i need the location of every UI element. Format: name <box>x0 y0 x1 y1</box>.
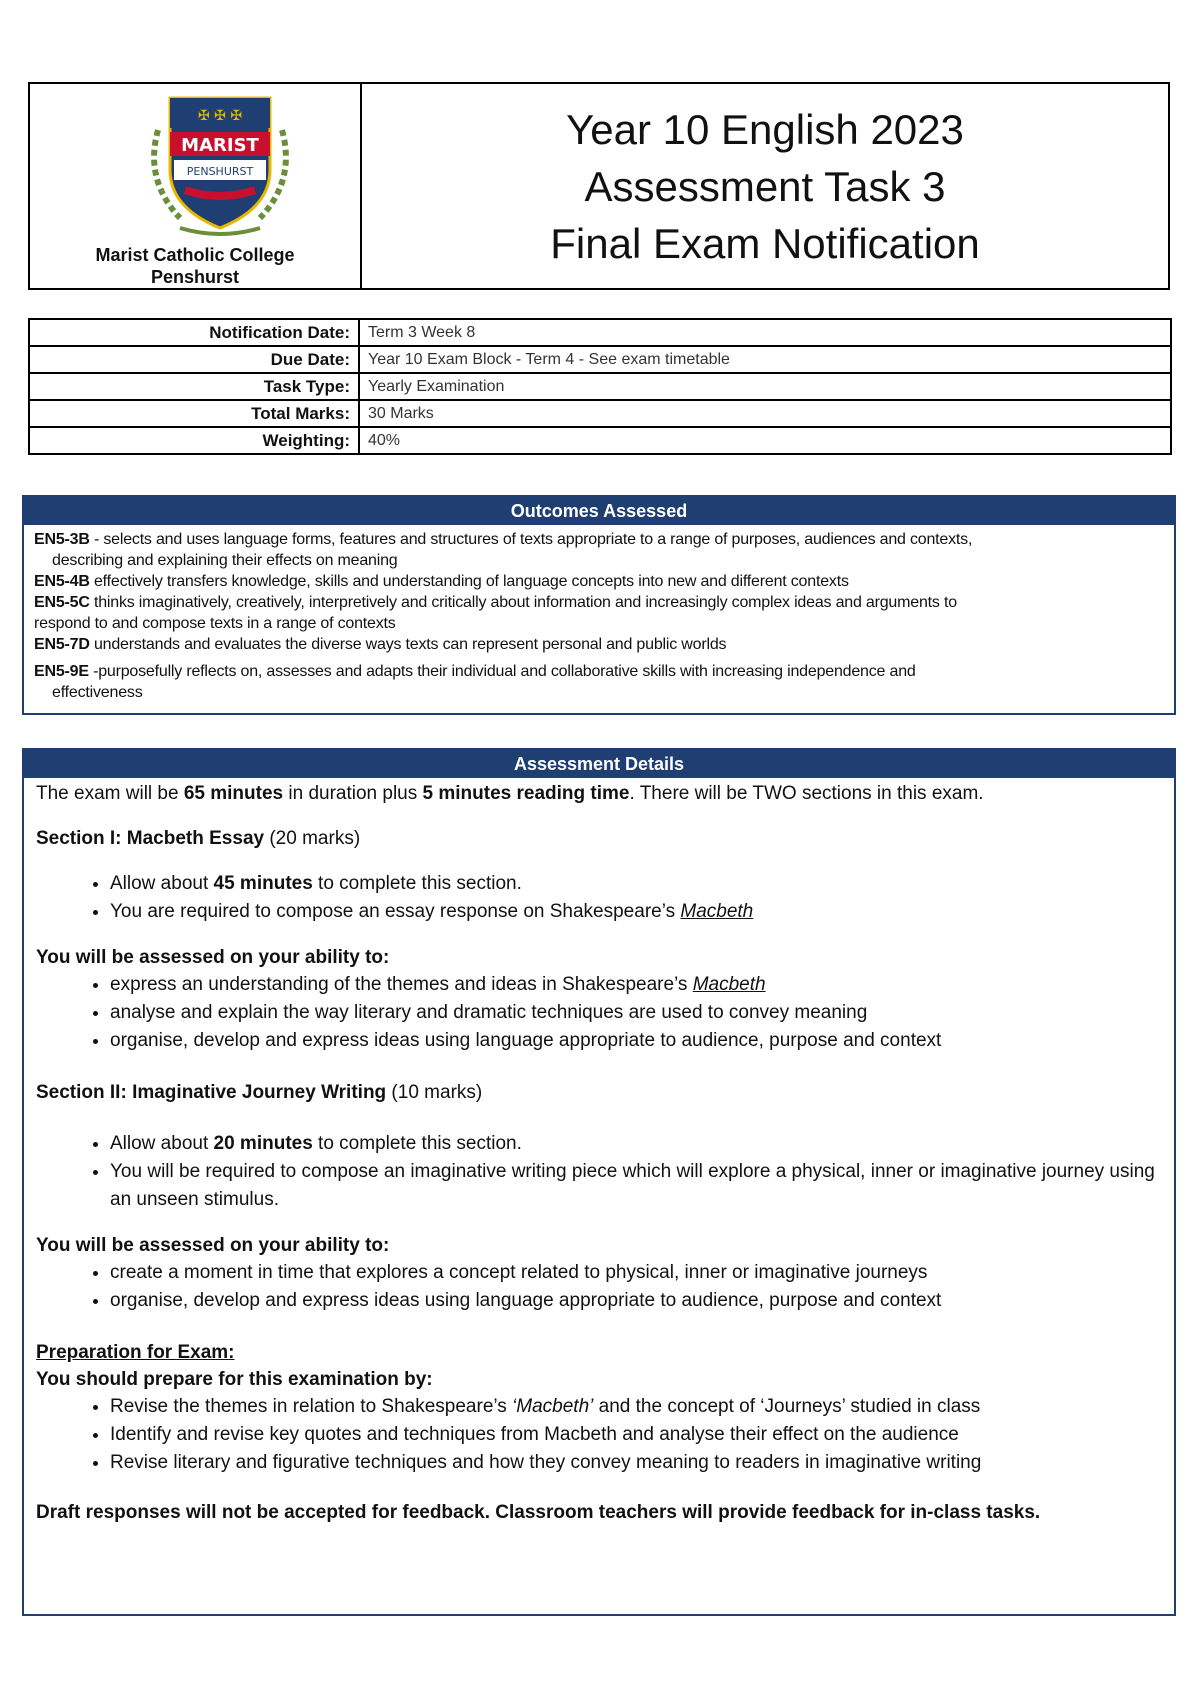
outcome-text: effectively transfers knowledge, skills and understanding of language concepts into new and different contexts <box>89 573 849 590</box>
outcome-text: -purposefully reflects on, assesses and adapts their individual and collaborative skills with increasing independence and <box>88 663 916 680</box>
assessed-heading-2: You will be assessed on your ability to: <box>36 1235 390 1256</box>
list-item: • Identify and revise key quotes and techniques from Macbeth and analyse their effect on the audience <box>110 1421 1162 1449</box>
outcome-code: EN5-4B <box>34 573 90 590</box>
school-cell <box>30 84 362 288</box>
list-item: • You are required to compose an essay response on Shakespeare’s Macbeth <box>110 898 1162 926</box>
section-1-assessed-list <box>36 971 1162 1055</box>
title-line-3: Final Exam Notification <box>550 219 980 267</box>
crest-text: MARIST <box>181 135 259 156</box>
outcome-text: thinks imaginatively, creatively, interpretively and critically about information and increasingly complex ideas and arguments to <box>89 594 957 611</box>
list-item: • Allow about 20 minutes to complete this section. <box>110 1130 1162 1158</box>
info-value: 40% <box>359 427 1171 454</box>
outcome-text: - selects and uses language forms, features and structures of texts appropriate to a range of purposes, audiences and contexts, <box>89 531 973 548</box>
outcome-item <box>24 571 1174 592</box>
outcome-text-cont: describing and explaining their effects on meaning <box>52 552 398 569</box>
assessment-details-box <box>22 748 1176 1616</box>
title-line-2: Assessment Task 3 <box>584 162 946 210</box>
section-2-assessed-list <box>36 1259 1162 1315</box>
list-item: • You will be required to compose an imaginative writing piece which will explore a physical, inner or imaginative journey using an unseen stimulus. <box>110 1158 1162 1214</box>
outcome-item <box>24 529 1174 571</box>
info-value: Yearly Examination <box>359 373 1171 400</box>
school-name-line2: Penshurst <box>150 267 240 287</box>
list-item: • create a moment in time that explores a concept related to physical, inner or imaginative journeys <box>110 1259 1162 1287</box>
title-cell <box>362 84 1168 288</box>
section-2-heading: Section II: Imaginative Journey Writing (10 marks) <box>36 1082 483 1103</box>
outcome-item <box>24 661 1174 703</box>
task-info-table <box>28 318 1172 455</box>
section-1-list <box>36 870 1162 926</box>
outcome-item <box>24 634 1174 655</box>
list-item: • organise, develop and express ideas using language appropriate to audience, purpose and context <box>110 1287 1162 1315</box>
info-label: Notification Date: <box>29 319 359 346</box>
assessed-heading-1: You will be assessed on your ability to: <box>36 947 390 968</box>
school-name-line1: Marist Catholic College <box>95 245 295 265</box>
section-2-list <box>36 1130 1162 1214</box>
info-label: Task Type: <box>29 373 359 400</box>
outcome-code: EN5-5C <box>34 594 90 611</box>
info-value: Year 10 Exam Block - Term 4 - See exam timetable <box>359 346 1171 373</box>
list-item: • Revise literary and figurative techniques and how they convey meaning to readers in imaginative writing <box>110 1449 1162 1477</box>
info-label: Weighting: <box>29 427 359 454</box>
outcome-text: understands and evaluates the diverse ways texts can represent personal and public worlds <box>89 636 727 653</box>
table-row <box>29 319 1171 346</box>
outcome-code: EN5-9E <box>34 663 89 680</box>
details-body <box>24 780 1174 1526</box>
details-heading: Assessment Details <box>24 750 1174 778</box>
table-row <box>29 400 1171 427</box>
prep-heading: Preparation for Exam: <box>36 1342 235 1363</box>
list-item: • express an understanding of the themes and ideas in Shakespeare’s Macbeth <box>110 971 1162 999</box>
outcome-text-cont: respond to and compose texts in a range of contexts <box>34 615 396 632</box>
table-row <box>29 427 1171 454</box>
info-label: Total Marks: <box>29 400 359 427</box>
school-crest-logo <box>140 90 300 240</box>
list-item: • Revise the themes in relation to Shakespeare’s ‘Macbeth’ and the concept of ‘Journeys’ studied in class <box>110 1393 1162 1421</box>
outcome-code: EN5-7D <box>34 636 90 653</box>
prep-list <box>36 1393 1162 1477</box>
outcome-item <box>24 592 1174 634</box>
list-item: • analyse and explain the way literary and dramatic techniques are used to convey meaning <box>110 999 1162 1027</box>
info-value: Term 3 Week 8 <box>359 319 1171 346</box>
outcomes-box <box>22 495 1176 715</box>
list-item: • organise, develop and express ideas using language appropriate to audience, purpose and context <box>110 1027 1162 1055</box>
crest-subtext: PENSHURST <box>186 165 254 178</box>
exam-intro: The exam will be 65 minutes in duration plus 5 minutes reading time. There will be TWO sections in this exam. <box>36 783 984 804</box>
info-value: 30 Marks <box>359 400 1171 427</box>
header-table <box>28 82 1170 290</box>
info-label: Due Date: <box>29 346 359 373</box>
list-item: • Allow about 45 minutes to complete this section. <box>110 870 1162 898</box>
table-row <box>29 373 1171 400</box>
svg-text:✠ ✠ ✠: ✠ ✠ ✠ <box>197 108 243 124</box>
feedback-note: Draft responses will not be accepted for feedback. Classroom teachers will provide feedback for in-class tasks. <box>36 1502 1041 1523</box>
school-name <box>30 244 360 288</box>
section-1-heading: Section I: Macbeth Essay (20 marks) <box>36 828 361 849</box>
outcome-text-cont: effectiveness <box>52 684 143 701</box>
outcome-code: EN5-3B <box>34 531 90 548</box>
title-line-1: Year 10 English 2023 <box>566 105 964 153</box>
table-row <box>29 346 1171 373</box>
prep-subheading: You should prepare for this examination by: <box>36 1369 433 1390</box>
outcomes-heading: Outcomes Assessed <box>24 497 1174 525</box>
